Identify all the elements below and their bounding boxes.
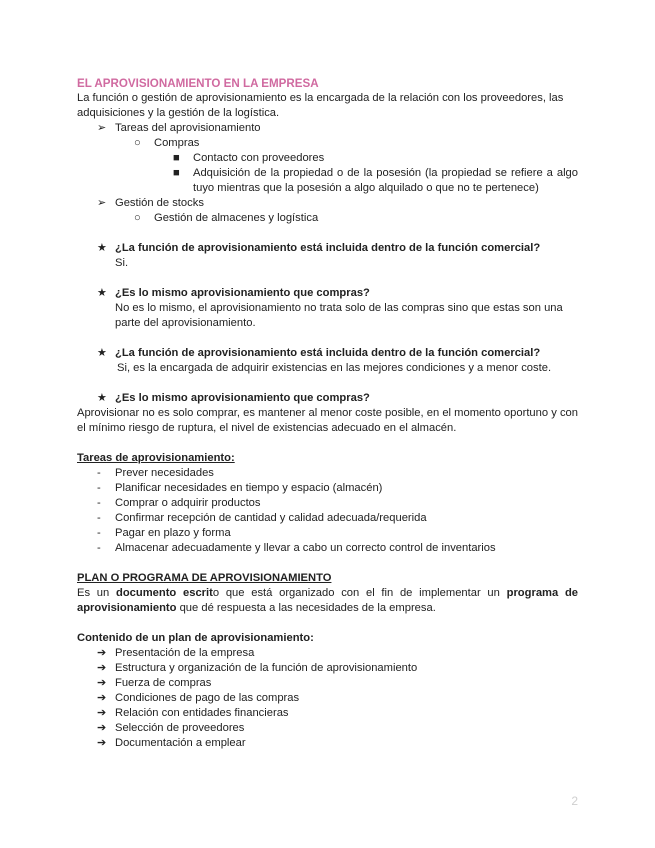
- list-item: ➔ Estructura y organización de la función de aprovisionamiento: [97, 662, 418, 674]
- list-item: ➔ Relación con entidades financieras: [97, 707, 289, 719]
- outline-subitem: ○ Compras: [134, 137, 200, 149]
- circle-bullet-icon: ○: [134, 212, 141, 224]
- tasks-list: [77, 466, 578, 556]
- outline-item: ➢ Gestión de stocks: [97, 197, 204, 209]
- right-arrow-icon: ➔: [97, 737, 107, 749]
- list-item: - Comprar o adquirir productos: [97, 497, 261, 509]
- dash-bullet-icon: -: [97, 467, 101, 479]
- answer-text: Si, es la encargada de adquirir existencias en las mejores condiciones y a menor coste.: [117, 362, 552, 374]
- dash-bullet-icon: -: [97, 542, 101, 554]
- dash-bullet-icon: -: [97, 527, 101, 539]
- star-bullet-icon: ★: [97, 347, 108, 359]
- star-bullet-icon: ★: [97, 392, 108, 404]
- list-item: ➔ Documentación a emplear: [97, 737, 246, 749]
- contents-heading: Contenido de un plan de aprovisionamiento:: [77, 632, 314, 644]
- list-item: ➔ Condiciones de pago de las compras: [97, 692, 300, 704]
- outline-subsubitem: ■ Contacto con proveedores: [173, 152, 325, 164]
- right-arrow-icon: ➔: [97, 707, 107, 719]
- right-arrow-icon: ➔: [97, 662, 107, 674]
- page-number: 2: [571, 794, 578, 808]
- list-item: - Almacenar adecuadamente y llevar a cabo un correcto control de inventarios: [97, 542, 496, 554]
- question-item: ★ ¿La función de aprovisionamiento está incluida dentro de la función comercial?: [97, 347, 541, 359]
- outline-subsubitem: ■ Adquisición de la propiedad o de la posesión (la propiedad se refiere a algo tuyo mientras que la posesión a algo alquilado o que no te pertenece): [173, 167, 578, 194]
- list-item: - Confirmar recepción de cantidad y calidad adecuada/requerida: [97, 512, 427, 524]
- outline-subitem: ○ Gestión de almacenes y logística: [134, 212, 319, 224]
- right-arrow-icon: ➔: [97, 677, 107, 689]
- list-item: ➔ Presentación de la empresa: [97, 647, 255, 659]
- answer-text: No es lo mismo, el aprovisionamiento no trata solo de las compras sino que estas son una parte del aprovisionamiento.: [115, 302, 563, 329]
- dash-bullet-icon: -: [97, 497, 101, 509]
- right-arrow-icon: ➔: [97, 692, 107, 704]
- dash-bullet-icon: -: [97, 512, 101, 524]
- document-title: EL APROVISIONAMIENTO EN LA EMPRESA: [77, 77, 319, 90]
- document-page: [77, 76, 578, 751]
- star-bullet-icon: ★: [97, 287, 108, 299]
- list-item: - Planificar necesidades en tiempo y espacio (almacén): [97, 482, 383, 494]
- arrow-bullet-icon: ➢: [97, 197, 107, 209]
- question-item: ★ ¿Es lo mismo aprovisionamiento que compras?: [97, 392, 370, 404]
- star-bullet-icon: ★: [97, 242, 108, 254]
- contents-list: [77, 646, 578, 751]
- circle-bullet-icon: ○: [134, 137, 141, 149]
- plan-paragraph: Es un documento escrito que está organizado con el fin de implementar un programa de aprovisionamiento que dé respuesta a las necesidades de la empresa.: [77, 587, 579, 614]
- list-item: - Pagar en plazo y forma: [97, 527, 231, 539]
- square-bullet-icon: ■: [173, 167, 180, 179]
- question-item: ★ ¿La función de aprovisionamiento está incluida dentro de la función comercial?: [97, 242, 541, 254]
- answer-text: Si.: [115, 257, 129, 269]
- outline-item: ➢ Tareas del aprovisionamiento: [97, 122, 261, 134]
- answer-text: Aprovisionar no es solo comprar, es mantener al menor coste posible, en el momento oportuno y con el mínimo riesgo de ruptura, el nivel de existencias adecuado en el almacén.: [77, 407, 578, 434]
- square-bullet-icon: ■: [173, 152, 180, 164]
- dash-bullet-icon: -: [97, 482, 101, 494]
- arrow-bullet-icon: ➢: [97, 122, 107, 134]
- question-item: ★ ¿Es lo mismo aprovisionamiento que compras?: [97, 287, 370, 299]
- intro-paragraph: La función o gestión de aprovisionamiento es la encargada de la relación con los proveedores, las adquisiciones y la gestión de la logística.: [77, 92, 564, 119]
- list-item: ➔ Fuerza de compras: [97, 677, 212, 689]
- plan-heading: PLAN O PROGRAMA DE APROVISIONAMIENTO: [77, 572, 332, 584]
- list-item: ➔ Selección de proveedores: [97, 722, 245, 734]
- list-item: - Prever necesidades: [97, 467, 214, 479]
- tasks-heading: Tareas de aprovisionamiento:: [77, 452, 235, 464]
- right-arrow-icon: ➔: [97, 722, 107, 734]
- right-arrow-icon: ➔: [97, 647, 107, 659]
